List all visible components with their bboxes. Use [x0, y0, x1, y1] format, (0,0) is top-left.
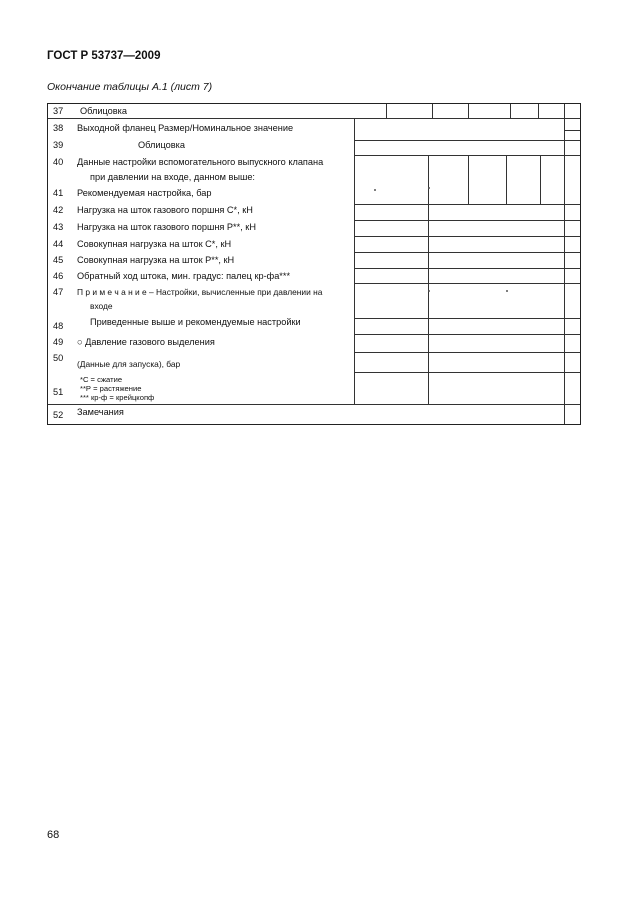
row-line [354, 318, 580, 319]
row-line [354, 252, 580, 253]
column-line [354, 118, 355, 404]
row-line [354, 236, 580, 237]
footnote-p: **Р = растяжение [80, 384, 142, 393]
row-line [354, 268, 580, 269]
column-line [432, 104, 433, 118]
row-line [354, 334, 580, 335]
column-line [386, 104, 387, 118]
row-line [564, 130, 580, 131]
column-line [564, 104, 565, 424]
row-line [354, 283, 580, 284]
footnote-c: *С = сжатие [80, 375, 123, 384]
column-line [506, 155, 507, 204]
column-line [510, 104, 511, 118]
column-line [540, 155, 541, 204]
column-line [468, 155, 469, 204]
scan-dot [428, 290, 430, 292]
row-line [354, 140, 580, 141]
column-line [468, 104, 469, 118]
column-line [538, 104, 539, 118]
row-line [354, 220, 580, 221]
document-header: ГОСТ Р 53737—2009 [47, 50, 161, 62]
row-line [354, 204, 580, 205]
column-line [428, 155, 429, 404]
row-line [48, 404, 580, 405]
row-line [354, 155, 580, 156]
footnote-kf: *** кр-ф = крейцкопф [80, 393, 155, 402]
data-table: 37 Облицовка 38 Выходной фланец Размер/Номинальное значение 39 Облицовка 40 Данные настройки вспомогательного выпускного клапана при давлении на входе, данном выше: 41 Рекомендуемая настройка, бар 42 Нагрузка на шток газового поршня С*, кН 43 Нагрузка на шток газового поршня Р**, кН 44 Совокупная нагрузка на шток С*, кН 45 Совокупная нагрузка на шток Р**, кН 46 Обратный ход штока, мин. градус: палец кр-фа*** 47 П р и м е ч а н и е – Настройки, вычисленные при давлении на входе 48 Приведенные выше и рекомендуемые настройки 49 ○ Давление газового выделения 50 (Данные для запуска), бар 51 *С = сжатие **Р = растяжение *** кр-ф = крейцкопф 52 Замечания [47, 103, 581, 425]
scan-dot [428, 187, 430, 189]
row-line [354, 372, 580, 373]
row-line [48, 118, 580, 119]
scan-dot [506, 290, 508, 292]
footnotes [80, 375, 154, 402]
page-number: 68 [47, 829, 60, 841]
scan-dot [374, 189, 376, 191]
table-caption: Окончание таблицы А.1 (лист 7) [47, 81, 213, 93]
row-line [354, 352, 580, 353]
